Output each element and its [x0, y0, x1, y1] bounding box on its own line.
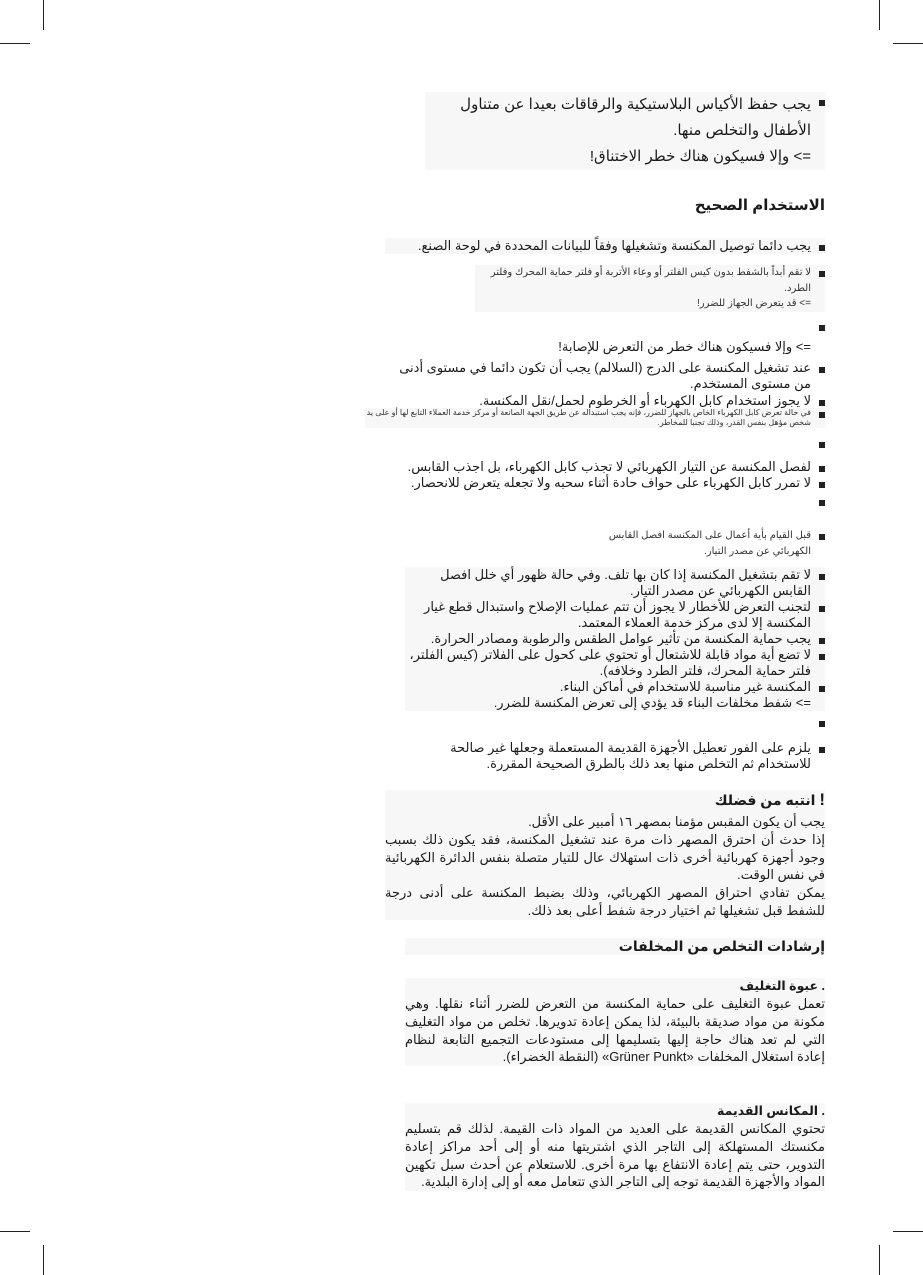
crop-mark	[879, 1245, 880, 1275]
crop-mark	[43, 1245, 44, 1275]
bullet-item: لا تقم بتشغيل المكنسة إذا كان بها تلف. وفي حالة ظهور أي خلل افصل القابس الكهربائي عن مصدر التيار.	[405, 567, 825, 599]
notice-paragraph: يمكن تفادي احتراق المصهر الكهربائي، وذلك بضبط المكنسة على أدنى درجة للشفط قبل تشغيلها ثم اختيار درجة شفط أعلى بعد ذلك.	[385, 885, 825, 918]
section-heading: إرشادات التخلص من المخلفات	[405, 938, 825, 955]
bullet-item: يجب حماية المكنسة من تأثير عوامل الطقس والرطوبة ومصادر الحرارة.	[405, 631, 825, 647]
empty-bullet	[807, 435, 825, 451]
crop-mark	[893, 43, 923, 44]
bullet-item: يجب حفظ الأكياس البلاستيكية والرقاقات بعيدا عن متناول الأطفال والتخلص منها.	[425, 92, 825, 144]
bullet-item: المكنسة غير مناسبة للاستخدام في أماكن البناء.	[405, 679, 825, 695]
old-appliances-section	[405, 1103, 825, 1191]
subsection-text: تحتوي المكانس القديمة على العديد من المواد ذات القيمة. لذلك قم بتسليم مكنستك المستهلكة إلى التاجر الذي اشتريتها منه أو إلى أحد مراكز إعادة التدوير، حتى يتم إعادة الانتفاع بها مرة أخرى. للاستعلام عن أحدث سبل تكهين المواد والأجهزة القديمة توجه إلى التاجر الذي تتعامل معه أو إلى إدارة البلدية.	[405, 1121, 825, 1190]
empty-bullet	[807, 714, 825, 730]
warning-consequence: => وإلا فسيكون هناك خطر الاختناق!	[589, 148, 811, 165]
empty-bullet	[807, 493, 825, 509]
bullet-item: لفصل المكنسة عن التيار الكهربائي لا تجذب كابل الكهرباء، بل اجذب القابس.	[385, 459, 825, 475]
bullet-item: لا تقم أبداً بالشفط بدون كيس الفلتر أو وعاء الأتربة أو فلتر حماية المحرك وفلتر الطرد.	[475, 265, 825, 296]
bullet-item: لا تمرر كابل الكهرباء على حواف حادة أثناء سحبه ولا تجعله يتعرض للانحصار.	[385, 475, 825, 491]
bullet-item: في حالة تعرض كابل الكهرباء الخاص بالجهاز للضرر، فإنه يجب استبداله عن طريق الجهة الصانعة أو مركز خدمة العملاء التابع لها أو على يد شخص مؤهل بنفس القدر، وذلك تجنبا للمخاطر.	[365, 408, 825, 428]
crop-mark	[893, 1231, 923, 1232]
warning-consequence: => شفط مخلفات البناء قد يؤدي إلى تعرض المكنسة للضرر.	[493, 695, 811, 710]
notice-paragraph: يجب أن يكون المقبس مؤمنا بمصهر ١٦ أمبير على الأقل.	[528, 814, 825, 829]
exclamation-icon: !	[819, 790, 825, 809]
warning-consequence: => قد يتعرض الجهاز للضرر!	[697, 298, 811, 309]
bullet-item: لا يجوز استخدام كابل الكهرباء أو الخرطوم لحمل/نقل المكنسة.	[385, 393, 825, 409]
bullet-item: عند تشغيل المكنسة على الدرج (السلالم) يجب أن تكون دائما في مستوى أدنى من مستوى المستخدم.	[385, 360, 825, 392]
notice-box	[385, 790, 825, 920]
bullet-item: لتجنب التعرض للأخطار لا يجوز أن تتم عمليات الإصلاح واستبدال قطع غيار المكنسة إلا لدى مركز خدمة العملاء المعتمد.	[405, 599, 825, 631]
section-heading: الاستخدام الصحيح	[694, 197, 825, 214]
empty-bullet	[807, 318, 825, 334]
crop-mark	[0, 43, 30, 44]
bullet-item: يلزم على الفور تعطيل الأجهزة القديمة المستعملة وجعلها غير صالحة للاستخدام ثم التخلص منها بعد ذلك بالطرق الصحيحة المقررة.	[405, 740, 825, 772]
packaging-section	[405, 978, 825, 1066]
notice-heading: انتبه من فضلك	[714, 792, 816, 808]
warning-consequence: => وإلا فسيكون هناك خطر من التعرض للإصابة!	[558, 339, 811, 354]
crop-mark	[43, 0, 44, 30]
intro-warning	[425, 92, 825, 170]
bullet-item: يجب دائما توصيل المكنسة وتشغيلها وفقاً للبيانات المحددة في لوحة الصنع.	[385, 238, 825, 254]
bullet-item: قبل القيام بأية أعمال على المكنسة افصل القابس الكهربائي عن مصدر التيار.	[575, 528, 825, 559]
notice-paragraph: إذا حدث أن احترق المصهر ذات مرة عند تشغيل المكنسة، فقد يكون ذلك بسبب وجود أجهزة كهربائية أخرى ذات استهلاك عال للتيار متصلة بنفس الدائرة الكهربائية في نفس الوقت.	[385, 831, 825, 883]
subsection-title: . المكانس القديمة	[717, 1104, 825, 1118]
subsection-text: تعمل عبوة التغليف على حماية المكنسة من التعرض للضرر أثناء نقلها. وهي مكونة من مواد صديقة بالبيئة، لذا يمكن إعادة تدويرها. تخلص من مواد التغليف التي لم تعد هناك حاجة إليها بتسليمها إلى مستودعات التجميع التابعة لنظام إعادة استغلال المخلفات «Grüner Punkt» (النقطة الخضراء).	[405, 996, 825, 1065]
subsection-title: . عبوة التغليف	[739, 979, 825, 993]
bullet-item: لا تضع أية مواد قابلة للاشتعال أو تحتوي على كحول على الفلاتر (كيس الفلتر، فلتر حماية المحرك، فلتر الطرد وخلافه).	[405, 647, 825, 679]
crop-mark	[0, 1231, 30, 1232]
crop-mark	[879, 0, 880, 30]
